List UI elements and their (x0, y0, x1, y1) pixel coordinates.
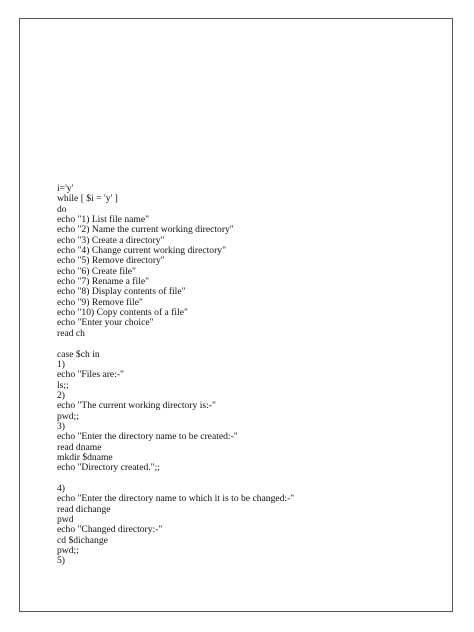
code-line: echo "7) Rename a file" (57, 276, 150, 288)
code-line: echo "10) Copy contents of a file" (57, 307, 188, 319)
code-line: cd $dichange (57, 534, 108, 546)
code-line: echo "1) List file name" (57, 214, 150, 226)
code-line: 3) (57, 420, 65, 432)
code-line: echo "Enter the directory name to be created:-" (57, 431, 238, 443)
code-line: echo "2) Name the current working directory" (57, 224, 234, 236)
code-line: pwd (57, 514, 74, 525)
code-line: echo "Enter the directory name to which it is to be changed:-" (57, 493, 295, 505)
code-line: echo "Enter your choice" (57, 317, 154, 329)
code-line: 5) (57, 555, 65, 567)
code-line: echo "Changed directory:-" (57, 524, 163, 536)
code-line: i='y' (57, 183, 74, 194)
script-code-block (57, 184, 294, 567)
code-line: read dichange (57, 503, 111, 515)
code-line: mkdir $dname (57, 451, 113, 463)
code-line: 4) (57, 482, 65, 494)
code-line: pwd;; (57, 545, 79, 557)
code-line: 2) (57, 389, 65, 401)
code-line: echo "3) Create a directory" (57, 234, 165, 246)
code-line: echo "8) Display contents of file" (57, 286, 186, 298)
code-line: echo "Files are:-" (57, 369, 124, 381)
code-line: read dname (57, 441, 102, 453)
code-line: ls;; (57, 379, 69, 391)
code-line: while [ $i = 'y' ] (57, 193, 118, 205)
code-line: echo "6) Create file" (57, 265, 136, 277)
code-line: read ch (57, 327, 85, 339)
blank-line (57, 474, 294, 484)
code-line: echo "The current working directory is:-" (57, 400, 216, 412)
code-line: echo "9) Remove file" (57, 296, 143, 308)
blank-line (57, 339, 294, 349)
code-line: do (57, 203, 67, 215)
code-line: case $ch in (57, 348, 100, 360)
code-line: pwd;; (57, 410, 79, 422)
code-line: 1) (57, 358, 65, 370)
code-line: echo "Directory created.";; (57, 462, 160, 474)
code-line: echo "5) Remove directory" (57, 255, 165, 267)
document-page (19, 18, 453, 612)
code-line: echo "4) Change current working directory" (57, 245, 227, 257)
